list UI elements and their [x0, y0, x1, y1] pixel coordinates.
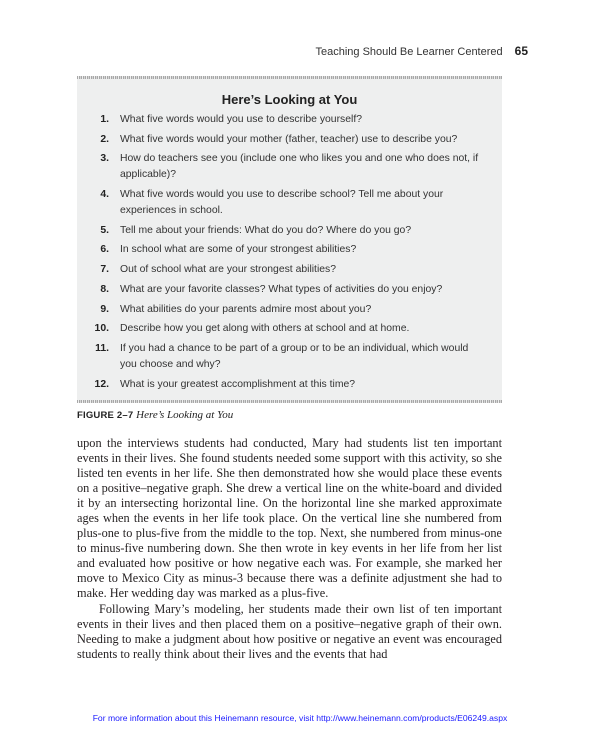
question-number: 7. [100, 264, 109, 276]
question-number: 12. [94, 378, 109, 390]
body-text [77, 436, 502, 662]
question-item [77, 151, 502, 183]
question-number: 10. [94, 323, 109, 335]
question-text: What five words would you use to describe school? Tell me about your experiences in school. [120, 189, 444, 217]
footer-resource-link[interactable]: For more information about this Heinemann resource, visit http://www.heinemann.com/products/E06249.aspx [92, 713, 508, 723]
question-number: 4. [100, 189, 109, 201]
running-head [316, 44, 529, 58]
question-item [77, 187, 502, 219]
question-text: Describe how you get along with others at school and at home. [120, 323, 410, 335]
question-number: 6. [100, 244, 109, 256]
figure-top-rule [77, 76, 502, 79]
question-number: 11. [95, 342, 109, 354]
question-number: 2. [100, 133, 109, 145]
question-text: If you had a chance to be part of a group or to be an individual, which would you choose and why? [120, 342, 469, 370]
question-item [77, 262, 502, 278]
figure-label: FIGURE 2–7 [77, 410, 134, 421]
question-text: Out of school what are your strongest abilities? [120, 264, 337, 276]
question-list [77, 112, 502, 396]
question-number: 8. [100, 283, 109, 295]
body-paragraph: Following Mary’s modeling, her students made their own list of ten important events in their lives and then placed them on a positive–negative graph of their own. Needing to make a judgment about how positive or negative an event was encouraged students to really think about their lives and the events that had [77, 601, 502, 661]
question-item [77, 132, 502, 148]
question-item [77, 282, 502, 298]
question-text: What is your greatest accomplishment at this time? [120, 378, 356, 390]
figure-bottom-rule [77, 400, 502, 403]
question-number: 9. [100, 303, 109, 315]
question-number: 5. [100, 224, 109, 236]
figure-box-title: Here’s Looking at You [221, 92, 358, 107]
question-text: In school what are some of your strongest abilities? [120, 244, 357, 256]
question-item [77, 242, 502, 258]
question-item [77, 377, 502, 393]
question-item [77, 321, 502, 337]
question-text: What five words would your mother (father, teacher) use to describe you? [120, 133, 458, 145]
figure-title: Here’s Looking at You [136, 409, 234, 421]
figure-caption [77, 409, 233, 421]
page-number: 65 [514, 44, 528, 58]
question-text: What abilities do your parents admire most about you? [120, 303, 372, 315]
question-text: What five words would you use to describe yourself? [120, 114, 362, 125]
question-item [77, 302, 502, 318]
body-paragraph: upon the interviews students had conducted, Mary had students list ten important events in their lives. She found students needed some support with this activity, so she listed ten events in her life. She then demonstrated how she would place these events on a positive–negative graph. She drew a vertical line on the white-board and divided it by an intersecting horizontal line. On the horizontal line she marked approximate ages when the events in her life took place. On the vertical line she numbered from plus-one to plus-five from the middle to the top. Next, she numbered from minus-one to minus-five numbering down. She then wrote in key events in her life from her list and evaluated how positive or how negative each was. For example, she marked her move to Mexico City as minus-3 because there was a definite adjustment she had to make. Her wedding day was marked as a plus-five. [77, 436, 502, 601]
question-item [77, 112, 502, 128]
question-number: 3. [100, 153, 109, 165]
question-number: 1. [100, 114, 109, 125]
running-title: Teaching Should Be Learner Centered [315, 46, 503, 58]
question-text: Tell me about your friends: What do you do? Where do you go? [120, 224, 412, 236]
question-item [77, 223, 502, 239]
question-item [77, 341, 502, 373]
question-text: What are your favorite classes? What types of activities do you enjoy? [120, 283, 443, 295]
question-text: How do teachers see you (include one who likes you and one who does not, if applicable)? [120, 153, 479, 181]
